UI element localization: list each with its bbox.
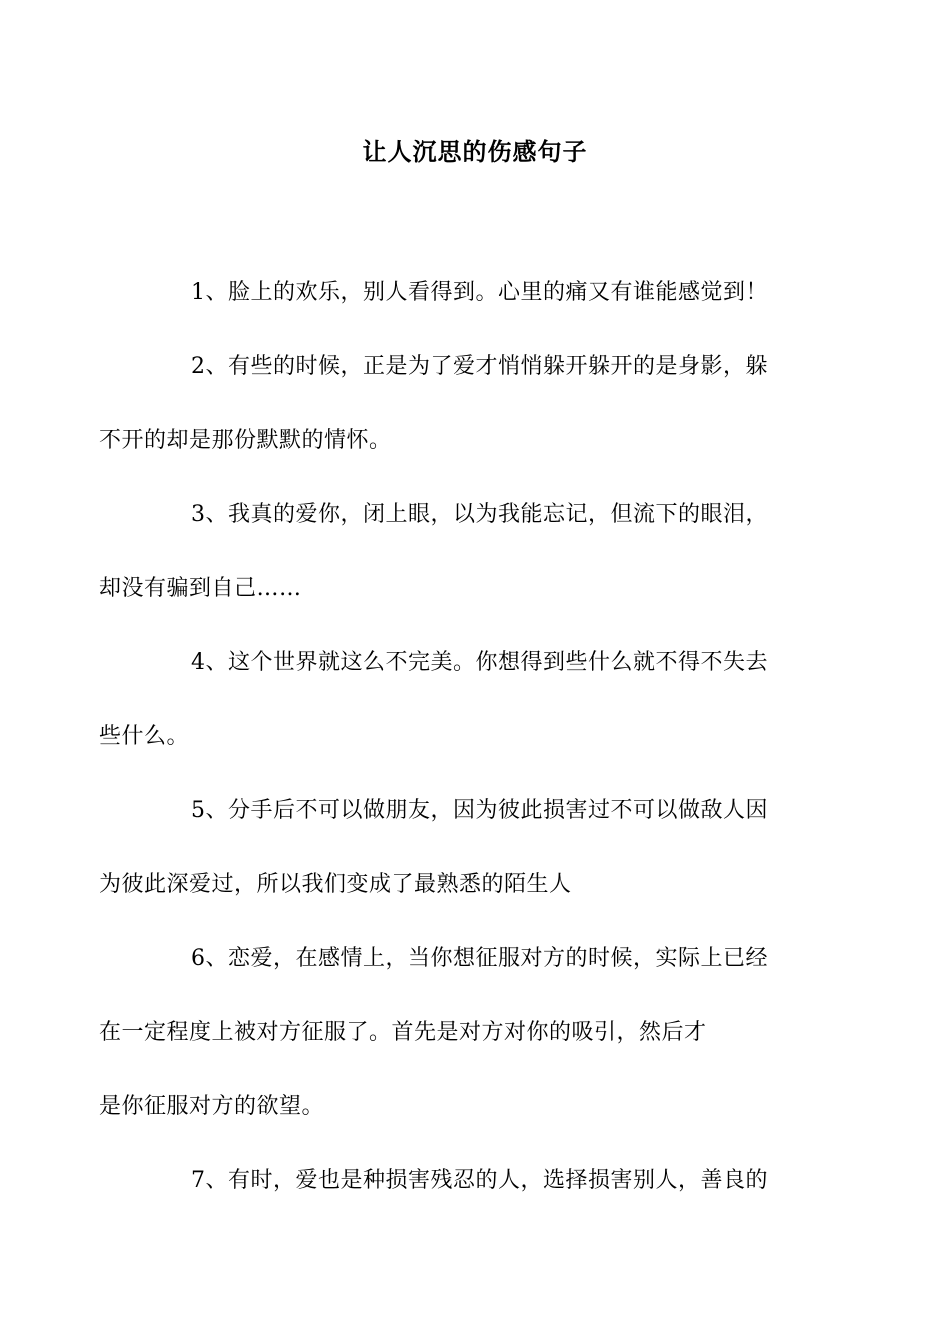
- paragraph-line: 些什么。: [99, 724, 190, 749]
- paragraph-line: 是你征服对方的欲望。: [99, 1094, 325, 1119]
- paragraph-line: 6、恋爱，在感情上，当你想征服对方的时候，实际上已经: [191, 946, 768, 971]
- paragraph-5: [99, 774, 809, 922]
- document-body: [99, 256, 809, 1218]
- paragraph-line: 在一定程度上被对方征服了。首先是对方对你的吸引，然后才: [99, 1020, 707, 1045]
- paragraph-1: [145, 256, 809, 330]
- paragraph-line: 2、有些的时候，正是为了爱才悄悄躲开躲开的是身影，躲: [191, 354, 768, 379]
- paragraph-line: 7、有时，爱也是种损害残忍的人，选择损害别人，善良的: [191, 1168, 768, 1193]
- paragraph-line: 5、分手后不可以做朋友，因为彼此损害过不可以做敌人因: [191, 798, 768, 823]
- paragraph-6: [99, 922, 809, 1144]
- paragraph-line: 3、我真的爱你，闭上眼，以为我能忘记，但流下的眼泪，: [191, 502, 768, 527]
- paragraph-line: 1、脸上的欢乐，别人看得到。心里的痛又有谁能感觉到！: [191, 280, 768, 305]
- paragraph-3: [99, 478, 809, 626]
- paragraph-line: 为彼此深爱过，所以我们变成了最熟悉的陌生人: [99, 872, 572, 897]
- document-title: 让人沉思的伤感句子: [362, 137, 588, 166]
- paragraph-line: 却没有骗到自己……: [99, 576, 302, 601]
- paragraph-line: 4、这个世界就这么不完美。你想得到些什么就不得不失去: [191, 650, 768, 675]
- paragraph-7: [145, 1144, 809, 1218]
- paragraph-2: [99, 330, 809, 478]
- paragraph-4: [99, 626, 809, 774]
- paragraph-line: 不开的却是那份默默的情怀。: [99, 428, 392, 453]
